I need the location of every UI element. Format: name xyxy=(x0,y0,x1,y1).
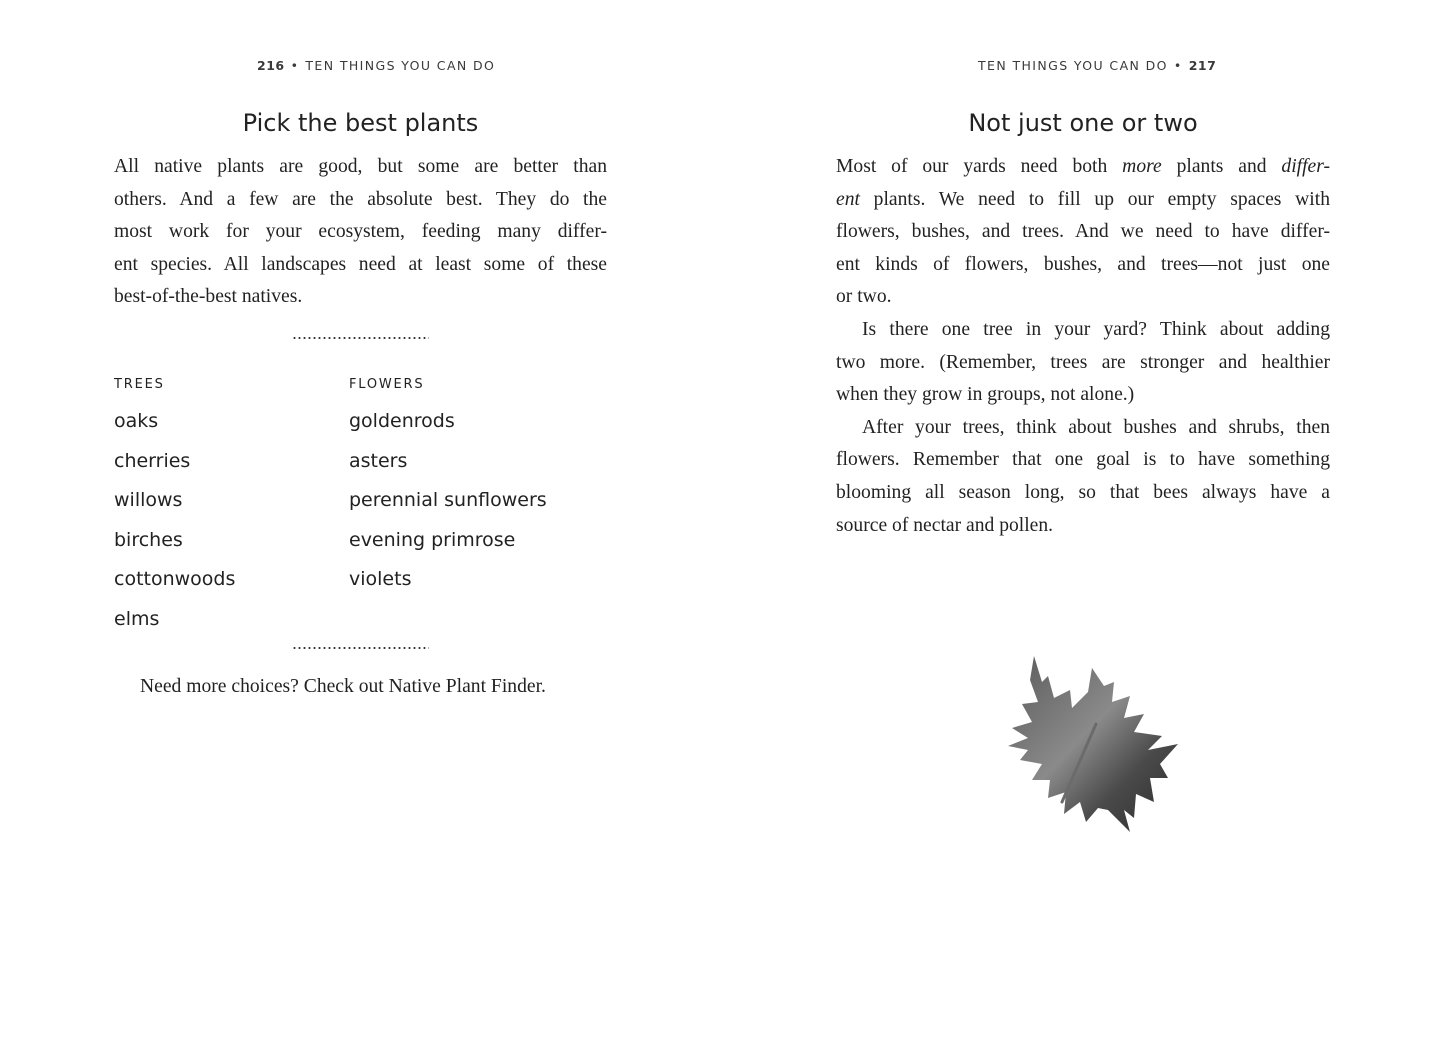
p2-line: Is there one tree in your yard? Think about adding xyxy=(862,318,1330,340)
p2-line: two more. (Remember, trees are stronger and healthier xyxy=(836,351,1330,373)
p1-line: or two. xyxy=(836,286,892,308)
maple-leaf-icon xyxy=(984,652,1184,837)
list-item: cherries xyxy=(114,449,191,472)
list-item: asters xyxy=(349,449,408,472)
flowers-header: FLOWERS xyxy=(349,377,425,392)
running-head-right xyxy=(978,58,1216,73)
p2-line: when they grow in groups, not alone.) xyxy=(836,384,1135,406)
left-page xyxy=(0,0,722,1064)
p1-line: ent plants. We need to fill up our empty spaces with xyxy=(836,188,1330,210)
bullet: • xyxy=(1173,58,1183,73)
list-item: perennial sunflowers xyxy=(349,489,547,512)
p1-line: Most of our yards need both more plants and differ- xyxy=(836,156,1330,177)
intro-line: best-of-the-best natives. xyxy=(114,286,303,308)
intro-paragraph xyxy=(114,151,607,314)
list-item: oaks xyxy=(114,410,159,432)
dotted-divider-bottom xyxy=(292,646,429,650)
running-head-text: TEN THINGS YOU CAN DO xyxy=(305,58,496,73)
list-item: elms xyxy=(114,607,160,630)
bullet: • xyxy=(290,58,300,73)
list-item: birches xyxy=(114,528,183,551)
p3-line: blooming all season long, so that bees always have a xyxy=(836,481,1330,503)
leaf-shape xyxy=(1008,656,1178,832)
section-heading: Not just one or two xyxy=(968,109,1198,137)
trees-list xyxy=(114,402,235,640)
page-number-right: 217 xyxy=(1188,58,1217,73)
dotted-divider-top xyxy=(292,336,429,340)
right-page xyxy=(722,0,1445,1064)
p1-line: flowers, bushes, and trees. And we need to have differ- xyxy=(836,221,1330,243)
list-item: willows xyxy=(114,489,183,512)
p3-line: After your trees, think about bushes and shrubs, then xyxy=(862,416,1330,438)
list-item: cottonwoods xyxy=(114,568,236,591)
intro-line: most work for your ecosystem, feeding many differ- xyxy=(114,221,607,243)
list-item: goldenrods xyxy=(349,410,455,432)
flowers-list xyxy=(349,402,547,600)
body-text-right xyxy=(836,151,1330,542)
intro-line: ent species. All landscapes need at least some of these xyxy=(114,253,607,275)
intro-line: others. And a few are the absolute best. They do the xyxy=(114,188,607,210)
native-plant-finder-note: Need more choices? Check out Native Plant Finder. xyxy=(140,676,546,697)
running-head-left xyxy=(257,58,495,73)
p3-line: source of nectar and pollen. xyxy=(836,514,1054,536)
running-head-text: TEN THINGS YOU CAN DO xyxy=(978,58,1168,73)
p3-line: flowers. Remember that one goal is to have something xyxy=(836,449,1330,471)
page-number-left: 216 xyxy=(257,58,285,73)
p1-line: ent kinds of flowers, bushes, and trees—not just one xyxy=(836,253,1330,275)
trees-header: TREES xyxy=(114,377,165,392)
section-heading: Pick the best plants xyxy=(242,109,479,137)
list-item: violets xyxy=(349,568,412,591)
intro-line: All native plants are good, but some are better than xyxy=(114,156,607,177)
list-item: evening primrose xyxy=(349,528,516,551)
